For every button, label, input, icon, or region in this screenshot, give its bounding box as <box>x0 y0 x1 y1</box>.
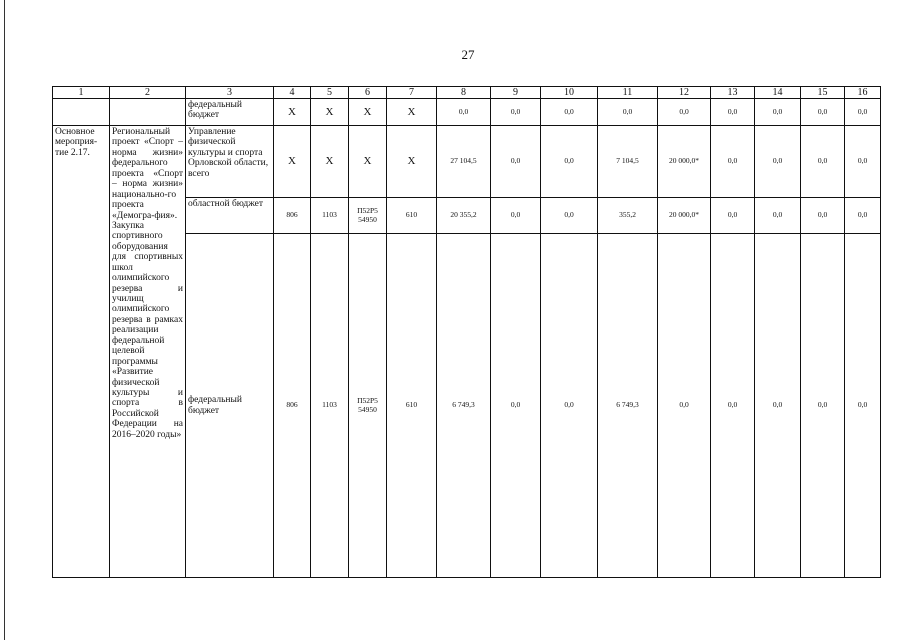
table-cell: 0,0 <box>541 99 598 126</box>
empty-cell <box>110 99 186 126</box>
table-row <box>53 99 881 126</box>
table-cell: 0,0 <box>711 198 755 234</box>
funding-source-cell: федеральный бюджет <box>186 99 274 126</box>
header-cell: 15 <box>801 87 845 99</box>
table-cell: 0,0 <box>755 99 801 126</box>
header-cell: 2 <box>110 87 186 99</box>
header-cell: 10 <box>541 87 598 99</box>
funding-source-cell: областной бюджет <box>186 198 274 234</box>
table-cell: 0,0 <box>845 234 881 578</box>
header-cell: 5 <box>311 87 349 99</box>
budget-table <box>52 86 881 578</box>
table-cell: 0,0 <box>658 234 711 578</box>
left-margin-line <box>4 0 5 640</box>
table-cell: 0,0 <box>801 99 845 126</box>
table-cell: 0,0 <box>755 198 801 234</box>
header-cell: 6 <box>349 87 387 99</box>
event-name-cell: Основное мероприя-тие 2.17. <box>53 126 110 578</box>
header-cell: 12 <box>658 87 711 99</box>
table-cell: 6 749,3 <box>437 234 491 578</box>
table-cell: 0,0 <box>541 126 598 198</box>
header-cell: 1 <box>53 87 110 99</box>
header-cell: 9 <box>491 87 541 99</box>
table-cell: X <box>349 99 387 126</box>
table-cell: 6 749,3 <box>598 234 658 578</box>
header-cell: 3 <box>186 87 274 99</box>
table-cell: 7 104,5 <box>598 126 658 198</box>
table-cell: 0,0 <box>711 99 755 126</box>
table-cell: 1103 <box>311 234 349 578</box>
table-cell: 0,0 <box>491 198 541 234</box>
table-cell: X <box>311 99 349 126</box>
table-cell: 0,0 <box>491 234 541 578</box>
table-cell: 0,0 <box>845 126 881 198</box>
table-cell: 610 <box>387 198 437 234</box>
table-cell: 0,0 <box>845 99 881 126</box>
table-cell: 0,0 <box>598 99 658 126</box>
table-cell: 0,0 <box>801 198 845 234</box>
header-cell: 4 <box>274 87 311 99</box>
table-cell: 0,0 <box>711 234 755 578</box>
header-cell: 16 <box>845 87 881 99</box>
table-cell: 0,0 <box>845 198 881 234</box>
header-cell: 7 <box>387 87 437 99</box>
table-cell: 0,0 <box>491 126 541 198</box>
table-cell: 0,0 <box>801 234 845 578</box>
table-cell: П52Р5 54950 <box>349 234 387 578</box>
table-cell: 0,0 <box>755 234 801 578</box>
page-number: 27 <box>461 47 475 62</box>
table-cell: 1103 <box>311 198 349 234</box>
table-cell: X <box>387 126 437 198</box>
table-cell: X <box>349 126 387 198</box>
header-cell: 11 <box>598 87 658 99</box>
table-cell: 20 355,2 <box>437 198 491 234</box>
table-cell: 806 <box>274 234 311 578</box>
table-cell: 0,0 <box>755 126 801 198</box>
table-cell: 0,0 <box>437 99 491 126</box>
funding-source-cell: федеральный бюджет <box>186 234 274 578</box>
header-cell: 14 <box>755 87 801 99</box>
table-cell: 806 <box>274 198 311 234</box>
table-cell: X <box>274 126 311 198</box>
table-cell: 0,0 <box>541 198 598 234</box>
table-cell: 610 <box>387 234 437 578</box>
funding-source-cell: Управление физической культуры и спорта Орловской области, всего <box>186 126 274 198</box>
table-cell: 27 104,5 <box>437 126 491 198</box>
table-cell: 0,0 <box>801 126 845 198</box>
header-cell: 8 <box>437 87 491 99</box>
event-description-cell: Региональный проект «Спорт – норма жизни» федерального проекта «Спорт – норма жизни» национально-го проекта «Демогра-фия». Закупка спортивного оборудования для спортивных школ олимпийского резерва и училищ олимпийского резерва в рамках реализации федеральной целевой программы «Развитие физической культуры и спорта в Российской Федерации на 2016–2020 годы» <box>110 126 186 578</box>
table-cell: 0,0 <box>658 99 711 126</box>
table-cell: 0,0 <box>711 126 755 198</box>
table-cell: П52Р5 54950 <box>349 198 387 234</box>
table-cell: X <box>274 99 311 126</box>
table-cell: 0,0 <box>491 99 541 126</box>
table-cell: 20 000,0* <box>658 198 711 234</box>
table-cell: 20 000,0* <box>658 126 711 198</box>
table-cell: X <box>311 126 349 198</box>
table-cell: 0,0 <box>541 234 598 578</box>
empty-cell <box>53 99 110 126</box>
table-cell: 355,2 <box>598 198 658 234</box>
table-cell: X <box>387 99 437 126</box>
header-row <box>53 87 881 99</box>
table-row <box>53 126 881 198</box>
header-cell: 13 <box>711 87 755 99</box>
